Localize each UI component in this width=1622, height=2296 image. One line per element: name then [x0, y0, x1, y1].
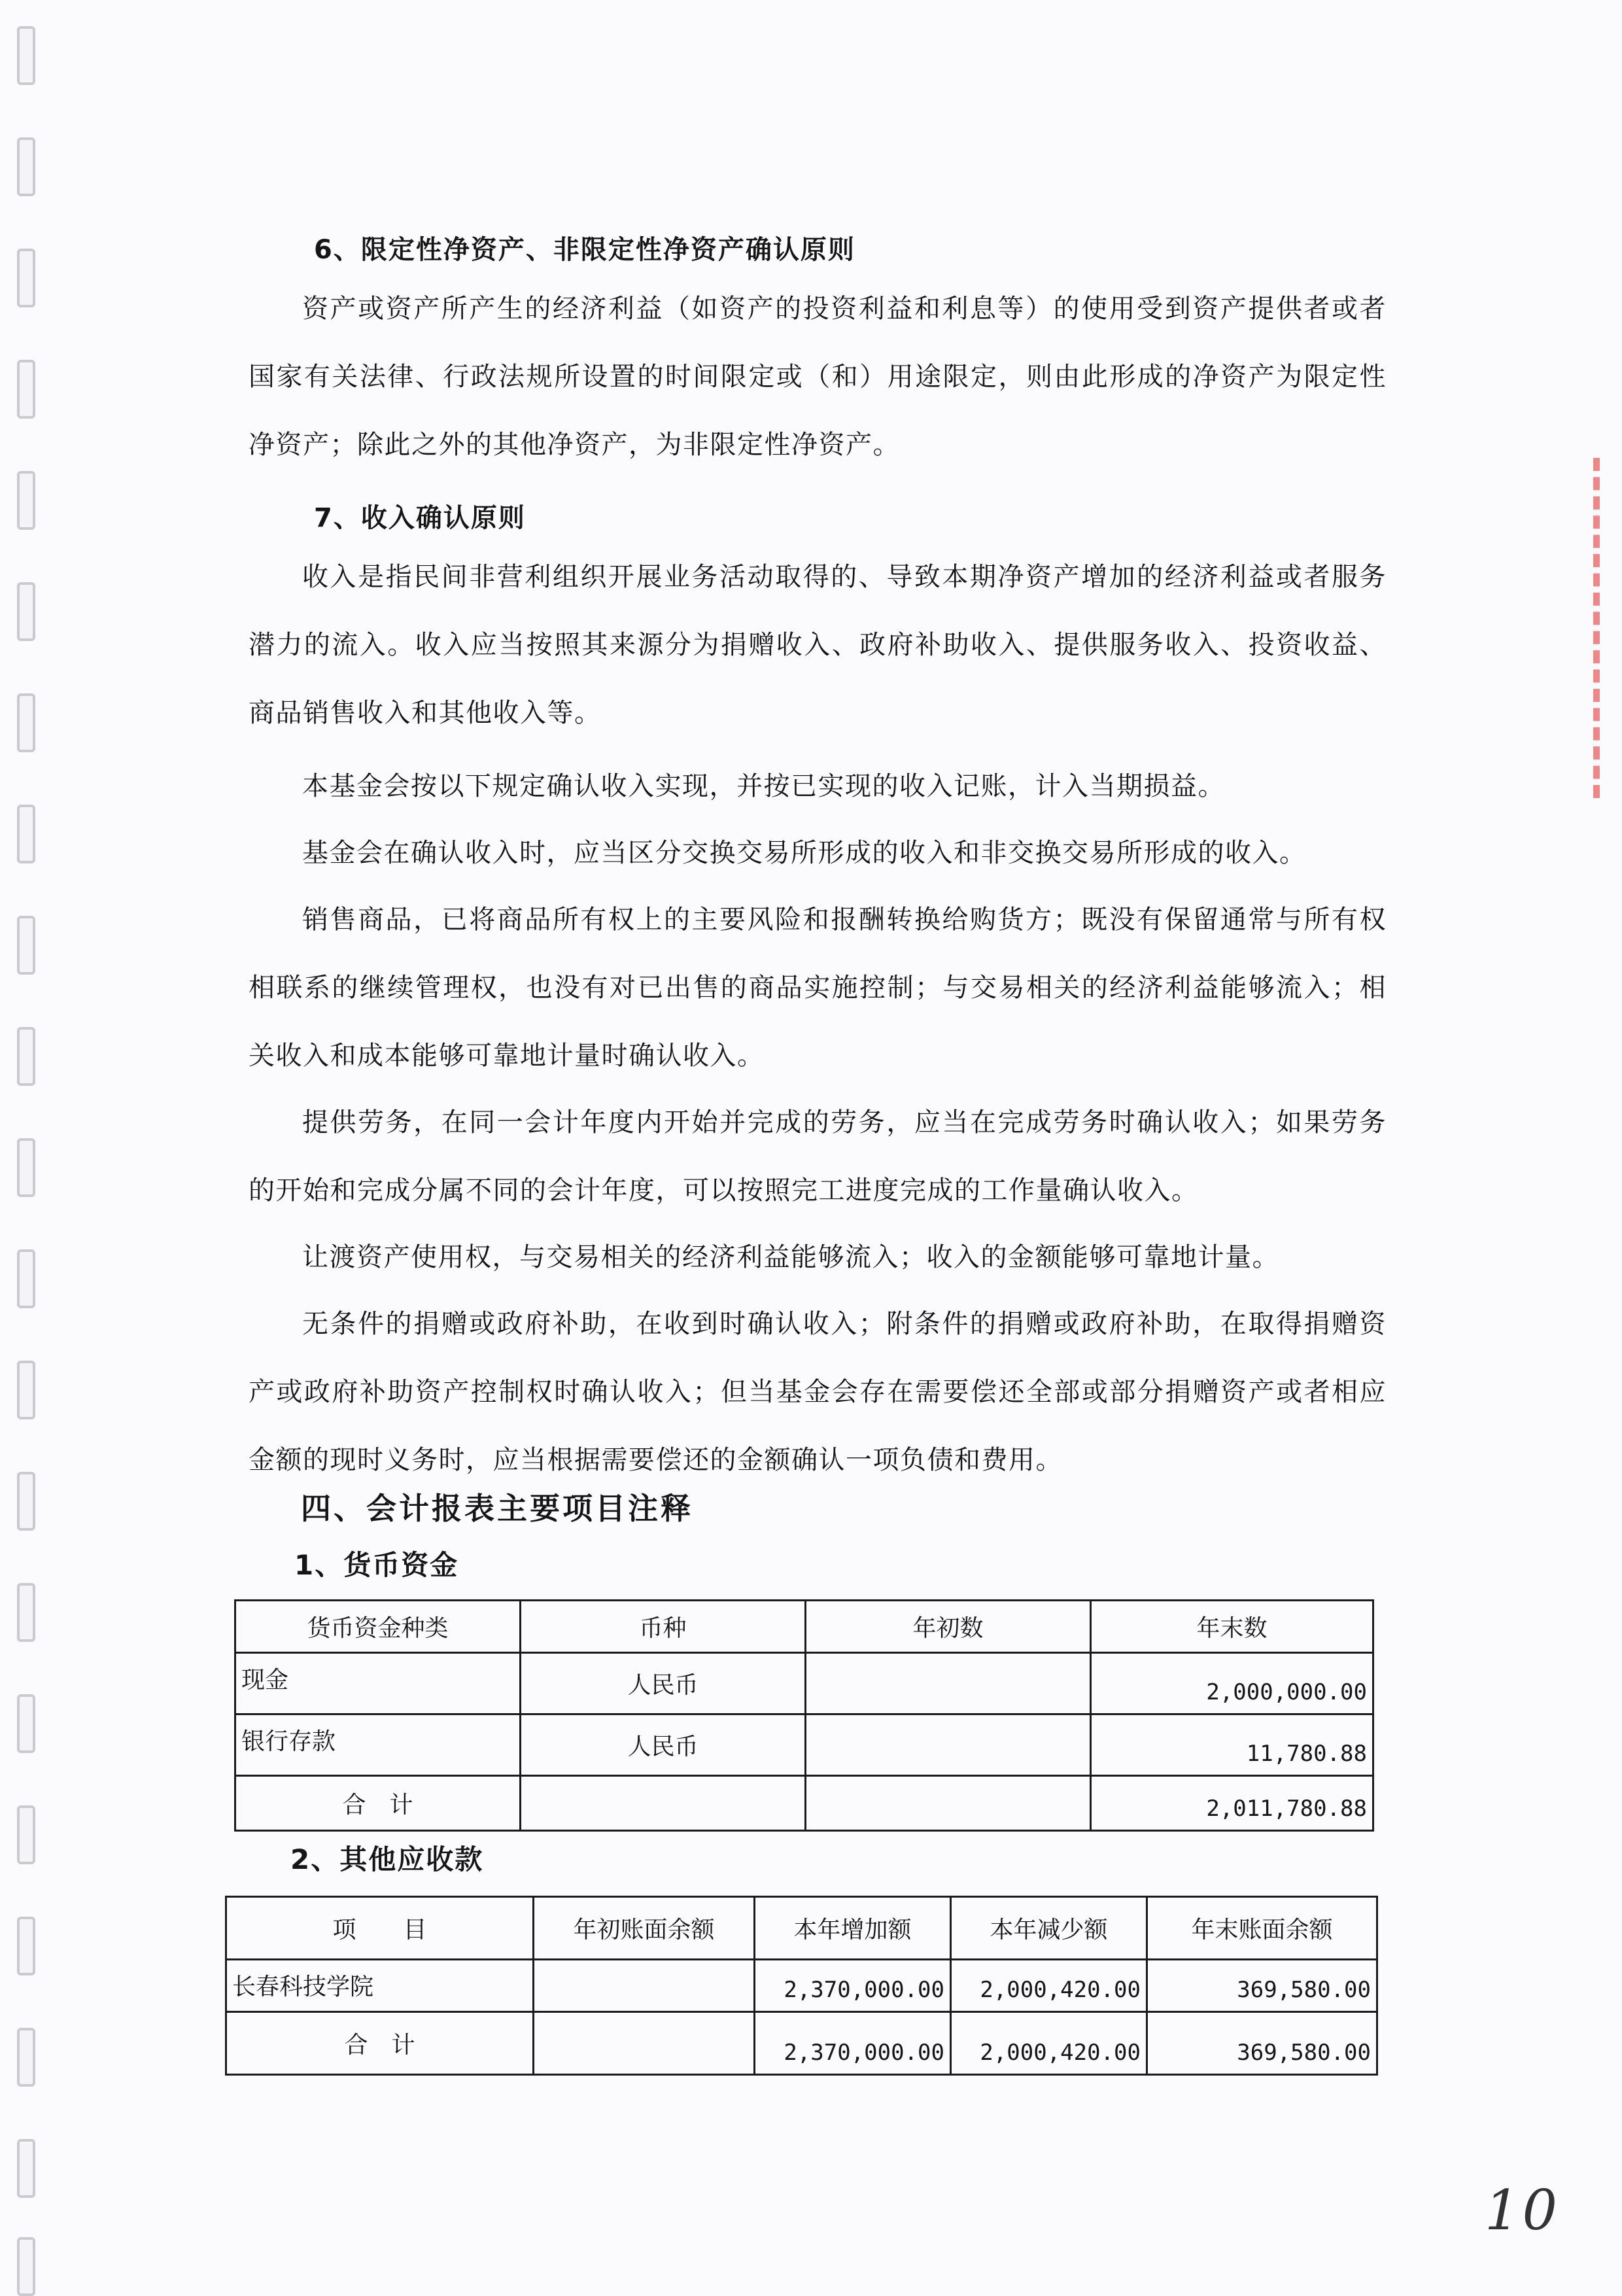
section-7-paragraph-2: 本基金会按以下规定确认收入实现，并按已实现的收入记账，计入当期损益。: [302, 771, 1225, 801]
cell-end: 369,580.00: [1147, 1960, 1377, 2012]
cell-total-label: 合 计: [235, 1776, 521, 1831]
binding-hole: [17, 1472, 35, 1531]
table-row: [235, 1714, 1373, 1776]
binding-hole: [17, 2139, 35, 2198]
binding-hole: [17, 805, 35, 863]
cell-end: 2,000,000.00: [1091, 1653, 1373, 1714]
section-7-paragraph-3: 基金会在确认收入时，应当区分交换交易所形成的收入和非交换交易所形成的收入。: [302, 838, 1307, 868]
column-header: 本年增加额: [755, 1897, 951, 1960]
table-total-row: [235, 1776, 1373, 1831]
cell-total-decrease: 2,000,420.00: [951, 2012, 1147, 2075]
cell-total-end: 2,011,780.88: [1091, 1776, 1373, 1831]
page-number: 10: [1485, 2178, 1560, 2242]
cell-total-increase: 2,370,000.00: [755, 2012, 951, 2075]
column-header: 年末数: [1091, 1601, 1373, 1653]
binding-hole: [17, 26, 35, 85]
section-7-paragraph-7: 无条件的捐赠或政府补助，在收到时确认收入；附条件的捐赠或政府补助，在取得捐赠资产或政府补助资产控制权时确认收入；但当基金会存在需要偿还全部或部分捐赠资产或者相应金额的现时义务时，应当根据需要偿还的金额确认一项负债和费用。: [249, 1309, 1387, 1475]
section-7-paragraph-1: 收入是指民间非营利组织开展业务活动取得的、导致本期净资产增加的经济利益或者服务潜力的流入。收入应当按照其来源分为捐赠收入、政府补助收入、提供服务收入、投资收益、商品销售收入和其他收入等。: [249, 562, 1387, 728]
table-row: [226, 1960, 1377, 2012]
column-header: 年初数: [806, 1601, 1091, 1653]
column-header: 项 目: [226, 1897, 534, 1960]
binding-hole: [17, 916, 35, 975]
cell-currency: 人民币: [521, 1714, 806, 1776]
cell-begin: [534, 1960, 755, 2012]
section-7-paragraph-5: 提供劳务，在同一会计年度内开始并完成的劳务，应当在完成劳务时确认收入；如果劳务的开始和完成分属不同的会计年度，可以按照完工进度完成的工作量确认收入。: [249, 1107, 1387, 1206]
binding-hole: [17, 1138, 35, 1197]
cell-decrease: 2,000,420.00: [951, 1960, 1147, 2012]
cell-end: 11,780.88: [1091, 1714, 1373, 1776]
binding-hole: [17, 1027, 35, 1086]
cell-total-begin: [806, 1776, 1091, 1831]
cell-item: 长春科技学院: [226, 1960, 534, 2012]
table-header-row: [226, 1897, 1377, 1960]
section-7-title: 7、收入确认原则: [314, 503, 526, 533]
binding-hole: [17, 1583, 35, 1642]
section-6-paragraph: 资产或资产所产生的经济利益（如资产的投资利益和利息等）的使用受到资产提供者或者国家有关法律、行政法规所设置的时间限定或（和）用途限定，则由此形成的净资产为限定性净资产；除此之外的其他净资产，为非限定性净资产。: [249, 294, 1387, 460]
binding-hole: [17, 582, 35, 641]
section-4-title: 四、会计报表主要项目注释: [301, 1491, 693, 1526]
column-header: 币种: [521, 1601, 806, 1653]
binding-hole: [17, 1694, 35, 1753]
binding-hole: [17, 2237, 35, 2296]
section-7-paragraph-4: 销售商品，已将商品所有权上的主要风险和报酬转换给购货方；既没有保留通常与所有权相联系的继续管理权，也没有对已出售的商品实施控制；与交易相关的经济利益能够流入；相关收入和成本能够可靠地计量时确认收入。: [249, 905, 1387, 1071]
binding-hole: [17, 249, 35, 307]
seam-stamp: [1593, 458, 1622, 798]
cell-increase: 2,370,000.00: [755, 1960, 951, 2012]
cash-table: [234, 1599, 1374, 1832]
column-header: 年末账面余额: [1147, 1897, 1377, 1960]
table-row: [235, 1653, 1373, 1714]
cell-total-begin: [534, 2012, 755, 2075]
table-header-row: [235, 1601, 1373, 1653]
column-header: 货币资金种类: [235, 1601, 521, 1653]
column-header: 年初账面余额: [534, 1897, 755, 1960]
binding-hole: [17, 1805, 35, 1864]
binding-hole: [17, 137, 35, 196]
binding-hole: [17, 360, 35, 419]
table-total-row: [226, 2012, 1377, 2075]
cell-empty: [521, 1776, 806, 1831]
cell-begin: [806, 1653, 1091, 1714]
cell-kind: 现金: [235, 1653, 521, 1714]
cell-total-label: 合 计: [226, 2012, 534, 2075]
binding-hole: [17, 2028, 35, 2087]
binding-hole: [17, 1917, 35, 1975]
section-7-paragraph-6: 让渡资产使用权，与交易相关的经济利益能够流入；收入的金额能够可靠地计量。: [302, 1242, 1279, 1272]
subsection-receivables-title: 2、其他应收款: [290, 1843, 484, 1875]
subsection-cash-title: 1、货币资金: [294, 1549, 459, 1581]
receivables-table: [225, 1896, 1378, 2076]
cell-begin: [806, 1714, 1091, 1776]
binding-holes: [14, 26, 41, 2289]
binding-hole: [17, 471, 35, 530]
column-header: 本年减少额: [951, 1897, 1147, 1960]
binding-hole: [17, 1249, 35, 1308]
section-6-title: 6、限定性净资产、非限定性净资产确认原则: [314, 235, 855, 265]
binding-hole: [17, 1361, 35, 1419]
cell-total-end: 369,580.00: [1147, 2012, 1377, 2075]
cell-currency: 人民币: [521, 1653, 806, 1714]
cell-kind: 银行存款: [235, 1714, 521, 1776]
binding-hole: [17, 693, 35, 752]
